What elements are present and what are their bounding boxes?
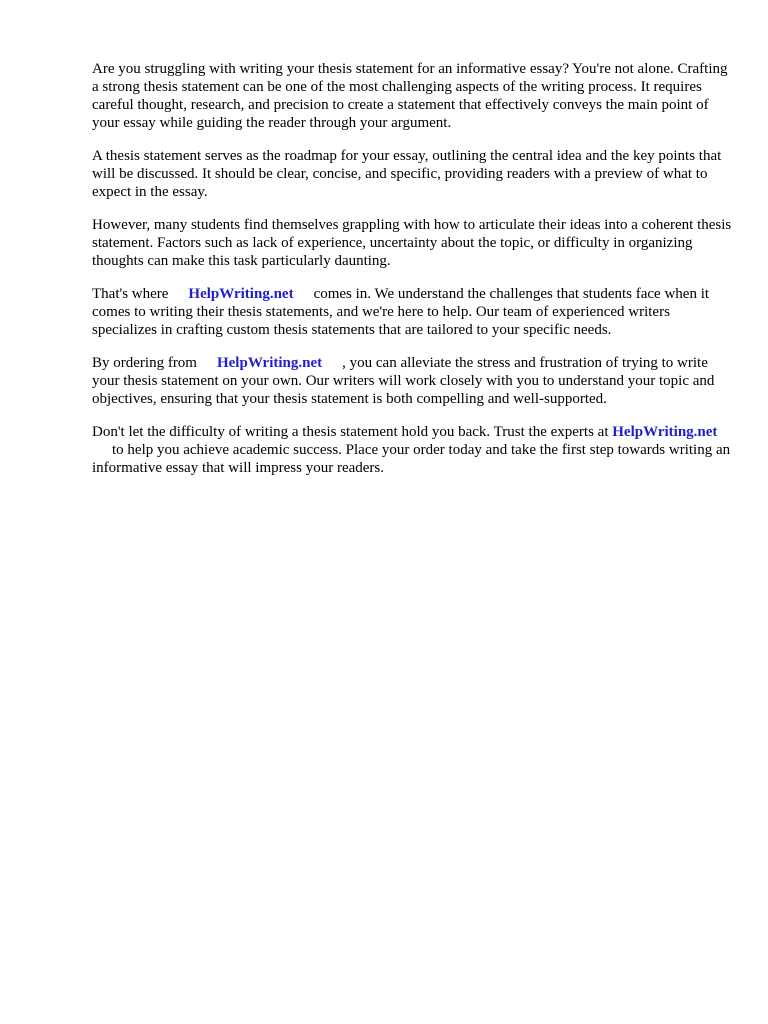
document-body bbox=[92, 60, 732, 492]
paragraph-text-before: By ordering from bbox=[92, 355, 197, 371]
paragraph-text: Are you struggling with writing your thesis statement for an informative essay? You're not alone. Crafting a strong thesis statement can be one of the most challenging aspects of the writing process. It requires careful thought, research, and precision to create a statement that effectively conveys the main point of your essay while guiding the reader through your argument. bbox=[92, 61, 728, 131]
helpwriting-link[interactable]: HelpWriting.net bbox=[188, 286, 294, 302]
paragraph-text-after: , you can alleviate the stress and frustration of trying to write your thesis statement on your own. Our writers will work closely with you to understand your topic and objectives, ensuring that your thesis statement is both compelling and well-supported. bbox=[92, 355, 715, 407]
paragraph-text-after: to help you achieve academic success. Place your order today and take the first step towards writing an informative essay that will impress your readers. bbox=[92, 442, 731, 476]
helpwriting-link[interactable]: HelpWriting.net bbox=[612, 424, 718, 440]
paragraph-text-before: Don't let the difficulty of writing a thesis statement hold you back. Trust the experts at bbox=[92, 424, 609, 440]
paragraph-closing bbox=[92, 423, 732, 477]
paragraph-text: However, many students find themselves grappling with how to articulate their ideas into a coherent thesis statement. Factors such as lack of experience, uncertainty about the topic, or difficulty in organizing thoughts can make this task particularly daunting. bbox=[92, 217, 732, 269]
paragraph-text-before: That's where bbox=[92, 286, 169, 302]
paragraph-ordering bbox=[92, 354, 732, 408]
paragraph-intro bbox=[92, 60, 732, 132]
paragraph-roadmap bbox=[92, 147, 732, 201]
paragraph-thats-where bbox=[92, 285, 732, 339]
paragraph-text-after: comes in. We understand the challenges that students face when it comes to writing their thesis statements, and we're here to help. Our team of experienced writers specializes in crafting custom thesis statements that are tailored to your specific needs. bbox=[92, 286, 710, 338]
helpwriting-link[interactable]: HelpWriting.net bbox=[216, 355, 323, 371]
paragraph-text: A thesis statement serves as the roadmap for your essay, outlining the central idea and the key points that will be discussed. It should be clear, concise, and specific, providing readers with a preview of what to expect in the essay. bbox=[92, 148, 722, 200]
paragraph-challenges bbox=[92, 216, 732, 270]
